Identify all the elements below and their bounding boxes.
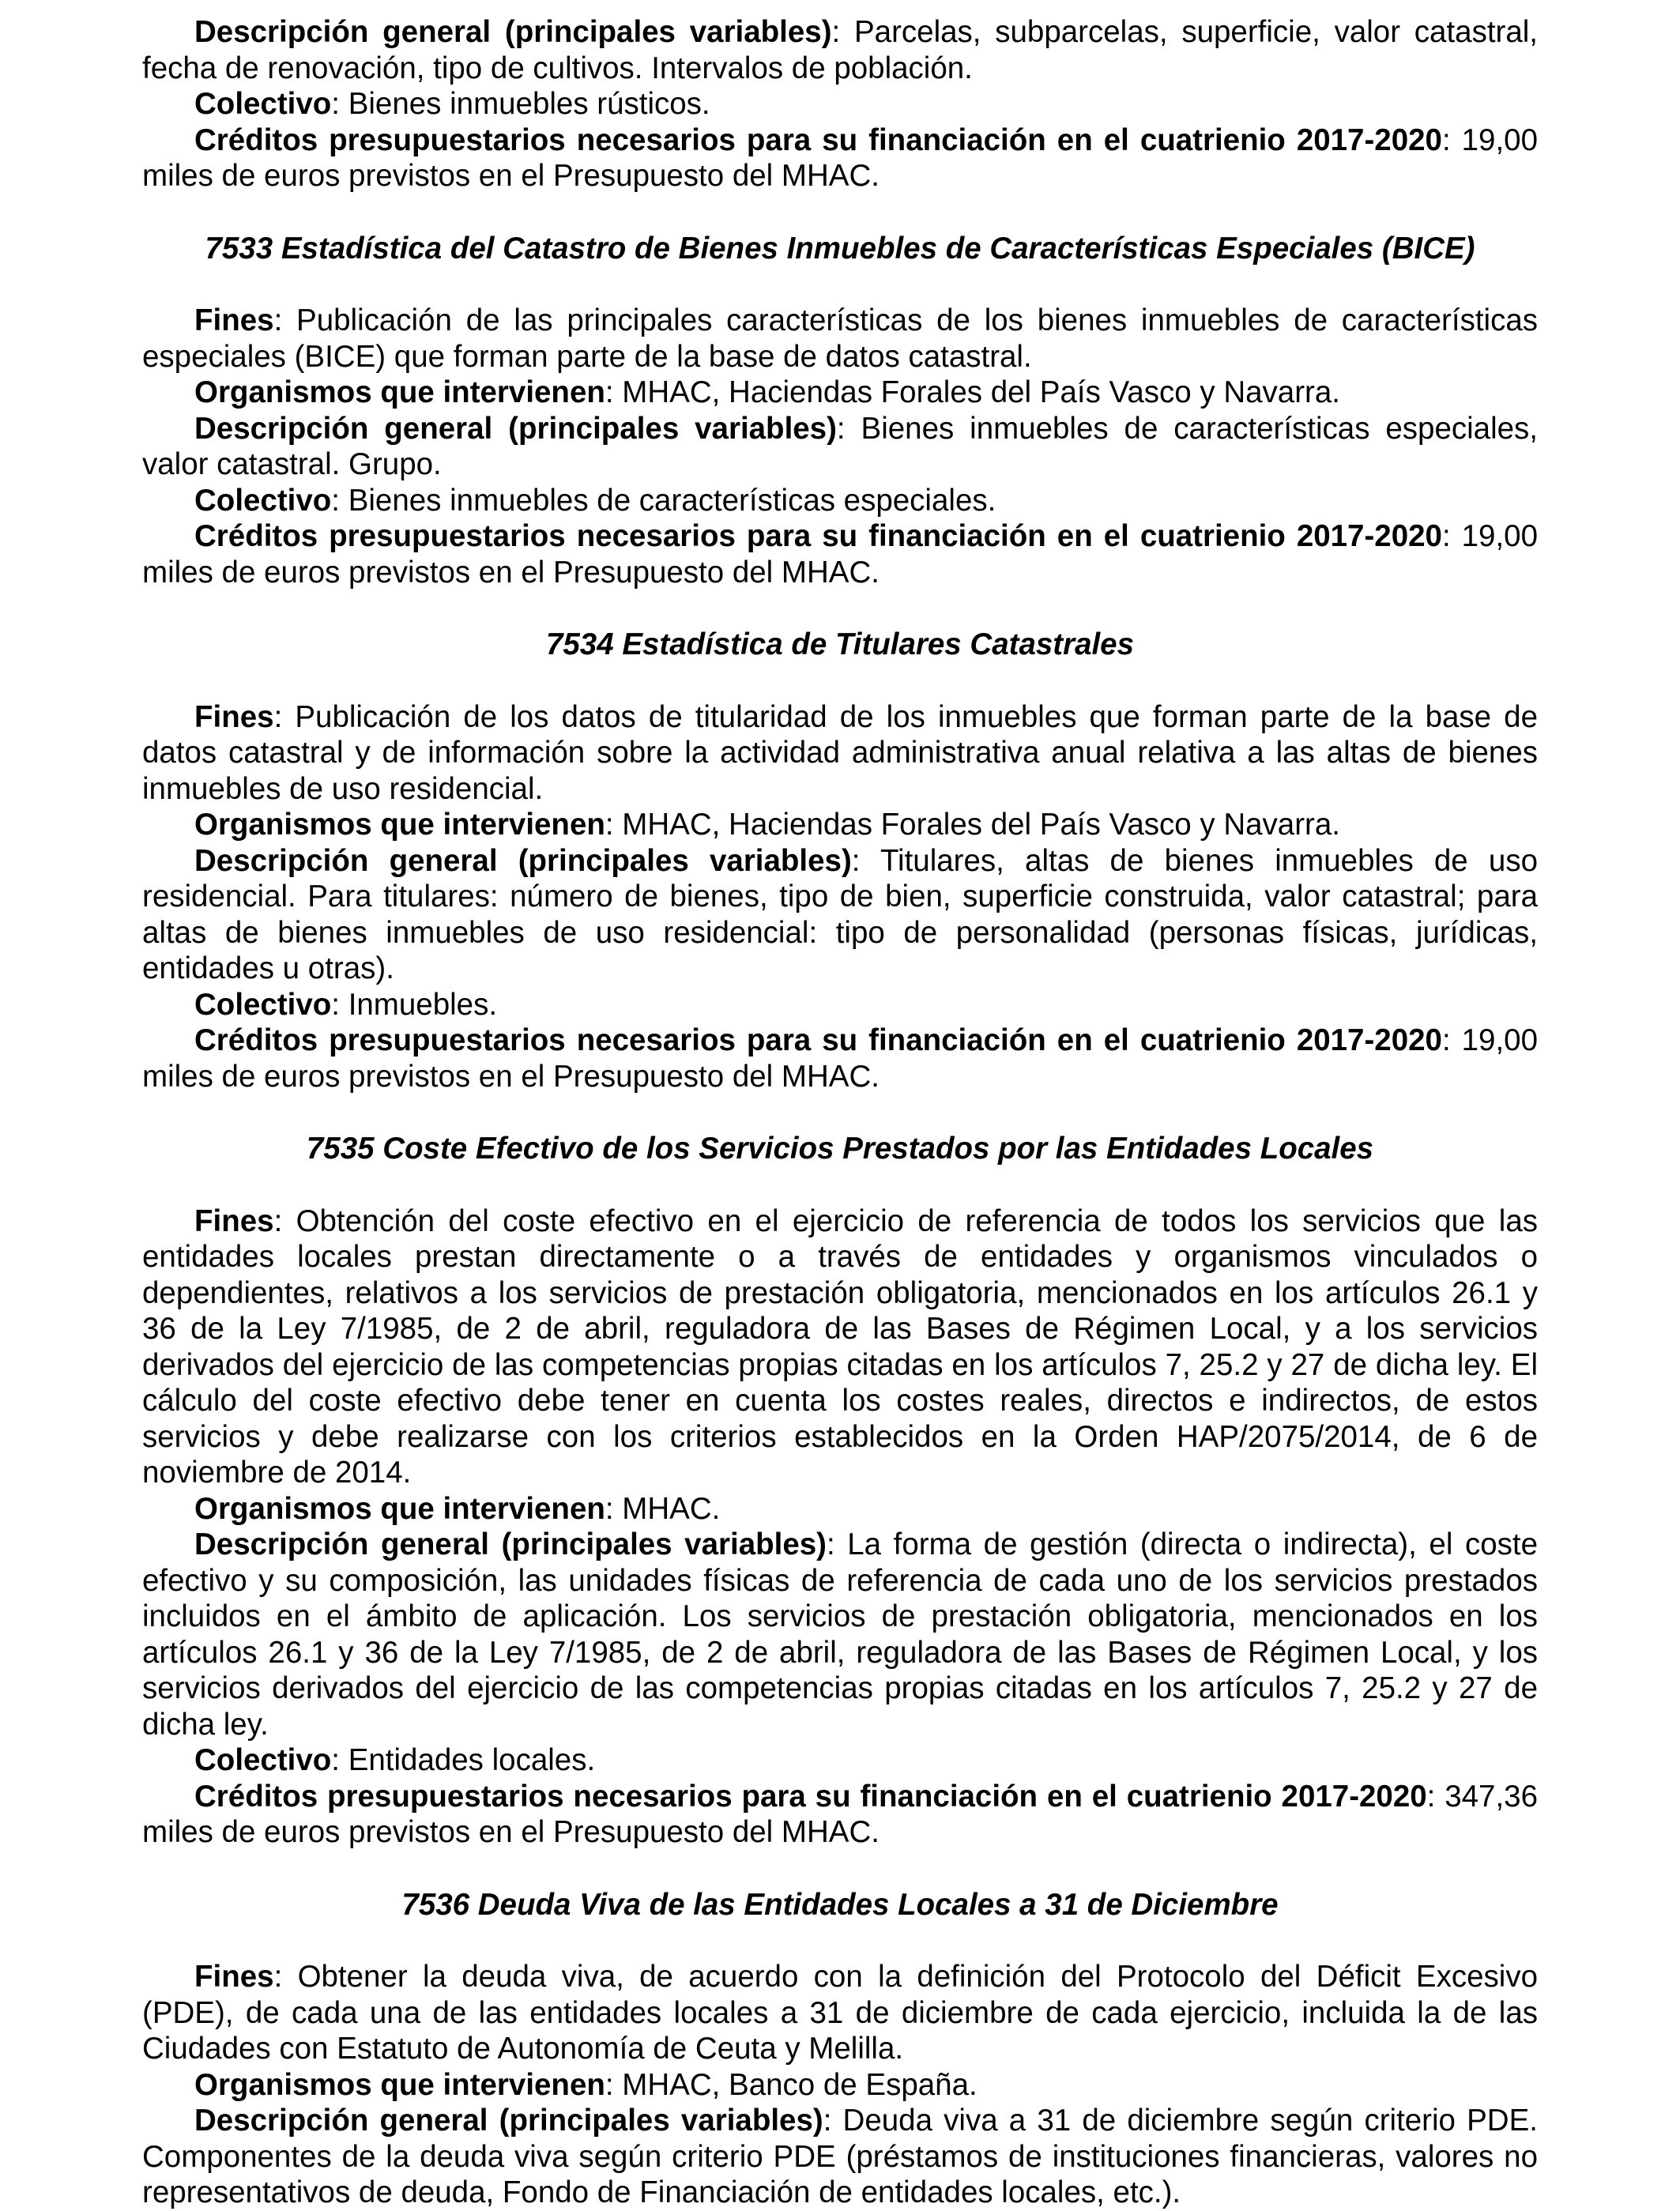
section-7535-creditos — [142, 1779, 1538, 1851]
intro-descripcion — [142, 14, 1538, 86]
colectivo-label: Colectivo — [194, 87, 332, 121]
fines-text: : Publicación de los datos de titularidad de los inmuebles que forman parte de la base de datos catastral y de información sobre la actividad administrativa anual relativa a las altas de bienes inmuebles de uso residencial. — [142, 699, 1538, 806]
colectivo-label: Colectivo — [194, 987, 332, 1022]
section-7534-creditos — [142, 1023, 1538, 1094]
creditos-label: Créditos presupuestarios necesarios para su financiación en el cuatrienio 2017-2020 — [194, 1779, 1427, 1814]
organismos-label: Organismos que intervienen — [194, 375, 605, 409]
fines-label: Fines — [194, 1203, 274, 1238]
fines-text: : Publicación de las principales características de los bienes inmuebles de características especiales (BICE) que forman parte de la base de datos catastral. — [142, 303, 1538, 374]
creditos-text: : 19,00 miles de euros previstos en el Presupuesto del MHAC. — [142, 1023, 1538, 1094]
section-7535-descripcion — [142, 1527, 1538, 1742]
creditos-label: Créditos presupuestarios necesarios para su financiación en el cuatrienio 2017-2020 — [194, 1023, 1442, 1057]
colectivo-text: : Entidades locales. — [331, 1743, 596, 1777]
creditos-label: Créditos presupuestarios necesarios para su financiación en el cuatrienio 2017-2020 — [194, 519, 1442, 553]
descripcion-text: : Bienes inmuebles de características especiales, valor catastral. Grupo. — [142, 411, 1538, 481]
section-7536-descripcion — [142, 2103, 1538, 2211]
section-7534-colectivo — [142, 987, 1538, 1023]
organismos-label: Organismos que intervienen — [194, 808, 605, 842]
fines-text: : Obtener la deuda viva, de acuerdo con la definición del Protocolo del Déficit Excesivo (PDE), de cada una de las entidades locales a 31 de diciembre de cada ejercicio, incluida la de las Ciudades con Estatuto de Autonomía de Ceuta y Melilla. — [142, 1960, 1538, 2066]
descripcion-text: : La forma de gestión (directa o indirecta), el coste efectivo y su composición, las unidades físicas de referencia de cada uno de los servicios prestados incluidos en el ámbito de aplicación. Los servicios de prestación obligatoria, mencionados en los artículos 26.1 y 36 de la Ley 7/1985, de 2 de abril, reguladora de las Bases de Régimen Local, y los servicios derivados del ejercicio de las competencias propias citadas en los artículos 7, 25.2 y 27 de dicha ley. — [142, 1527, 1538, 1742]
section-7535-organismos — [142, 1491, 1538, 1527]
section-7534-fines — [142, 699, 1538, 808]
section-7535-colectivo — [142, 1742, 1538, 1779]
section-title-7535: 7535 Coste Efectivo de los Servicios Prestados por las Entidades Locales — [306, 1132, 1374, 1166]
descripcion-text: : Titulares, altas de bienes inmuebles de uso residencial. Para titulares: número de bienes, tipo de bien, superficie construida, valor catastral; para altas de bienes inmuebles de uso residencial: tipo de personalidad (personas físicas, jurídicas, entidades u otras). — [142, 843, 1538, 985]
section-7533-fines — [142, 303, 1538, 375]
section-7533-descripcion — [142, 411, 1538, 483]
descripcion-label: Descripción general (principales variables) — [194, 2104, 823, 2138]
organismos-text: : MHAC. — [605, 1491, 721, 1526]
organismos-text: : MHAC, Haciendas Forales del País Vasco y Navarra. — [605, 808, 1340, 842]
colectivo-text: : Bienes inmuebles de características especiales. — [331, 483, 996, 518]
section-7534-organismos — [142, 807, 1538, 843]
organismos-label: Organismos que intervienen — [194, 2067, 605, 2102]
creditos-label: Créditos presupuestarios necesarios para su financiación en el cuatrienio 2017-2020 — [194, 122, 1442, 157]
descripcion-label: Descripción general (principales variables) — [194, 1527, 827, 1561]
descripcion-label: Descripción general (principales variables) — [194, 411, 837, 446]
colectivo-label: Colectivo — [194, 1743, 332, 1777]
descripcion-label: Descripción general (principales variables) — [194, 15, 832, 49]
section-title-7536: 7536 Deuda Viva de las Entidades Locales a 31 de Diciembre — [401, 1887, 1279, 1922]
fines-label: Fines — [194, 303, 274, 337]
colectivo-text: : Inmuebles. — [331, 987, 498, 1022]
section-title-7534: 7534 Estadística de Titulares Catastrales — [545, 627, 1135, 661]
organismos-label: Organismos que intervienen — [194, 1491, 605, 1526]
colectivo-text: : Bienes inmuebles rústicos. — [331, 87, 710, 121]
section-7536-fines — [142, 1959, 1538, 2067]
section-7535-fines — [142, 1203, 1538, 1491]
document-page — [142, 14, 1538, 2211]
section-7533-creditos — [142, 518, 1538, 590]
fines-text: : Obtención del coste efectivo en el ejercicio de referencia de todos los servicios que las entidades locales prestan directamente o a través de entidades y organismos vinculados o dependientes, relativos a los servicios de prestación obligatoria, mencionados en los artículos 26.1 y 36 de la Ley 7/1985, de 2 de abril, reguladora de las Bases de Régimen Local, y a los servicios derivados del ejercicio de las competencias propias citadas en los artículos 7, 25.2 y 27 de dicha ley. El cálculo del coste efectivo debe tener en cuenta los costes reales, directos e indirectos, de estos servicios y debe realizarse con los criterios establecidos en la Orden HAP/2075/2014, de 6 de noviembre de 2014. — [142, 1203, 1538, 1490]
descripcion-label: Descripción general (principales variables) — [194, 843, 852, 878]
descripcion-text: : Deuda viva a 31 de diciembre según criterio PDE. Componentes de la deuda viva según criterio PDE (préstamos de instituciones financieras, valores no representativos de deuda, Fondo de Financiación de entidades locales, etc.). — [142, 2104, 1538, 2209]
creditos-text: : 347,36 miles de euros previstos en el Presupuesto del MHAC. — [142, 1779, 1538, 1849]
section-7533-colectivo — [142, 483, 1538, 519]
descripcion-text: : Parcelas, subparcelas, superficie, valor catastral, fecha de renovación, tipo de cultivos. Intervalos de población. — [142, 15, 1538, 85]
section-title-7533: 7533 Estadística del Catastro de Bienes Inmuebles de Características Especiales (BICE) — [205, 231, 1475, 266]
organismos-text: : MHAC, Haciendas Forales del País Vasco y Navarra. — [605, 375, 1340, 409]
intro-creditos — [142, 122, 1538, 194]
fines-label: Fines — [194, 699, 274, 734]
creditos-text: : 19,00 miles de euros previstos en el Presupuesto del MHAC. — [142, 519, 1538, 589]
fines-label: Fines — [194, 1960, 274, 1994]
section-7536-organismos — [142, 2067, 1538, 2104]
organismos-text: : MHAC, Banco de España. — [605, 2067, 977, 2102]
colectivo-label: Colectivo — [194, 483, 332, 518]
intro-colectivo — [142, 86, 1538, 122]
creditos-text: : 19,00 miles de euros previstos en el Presupuesto del MHAC. — [142, 122, 1538, 193]
section-7534-descripcion — [142, 843, 1538, 987]
section-7533-organismos — [142, 375, 1538, 411]
